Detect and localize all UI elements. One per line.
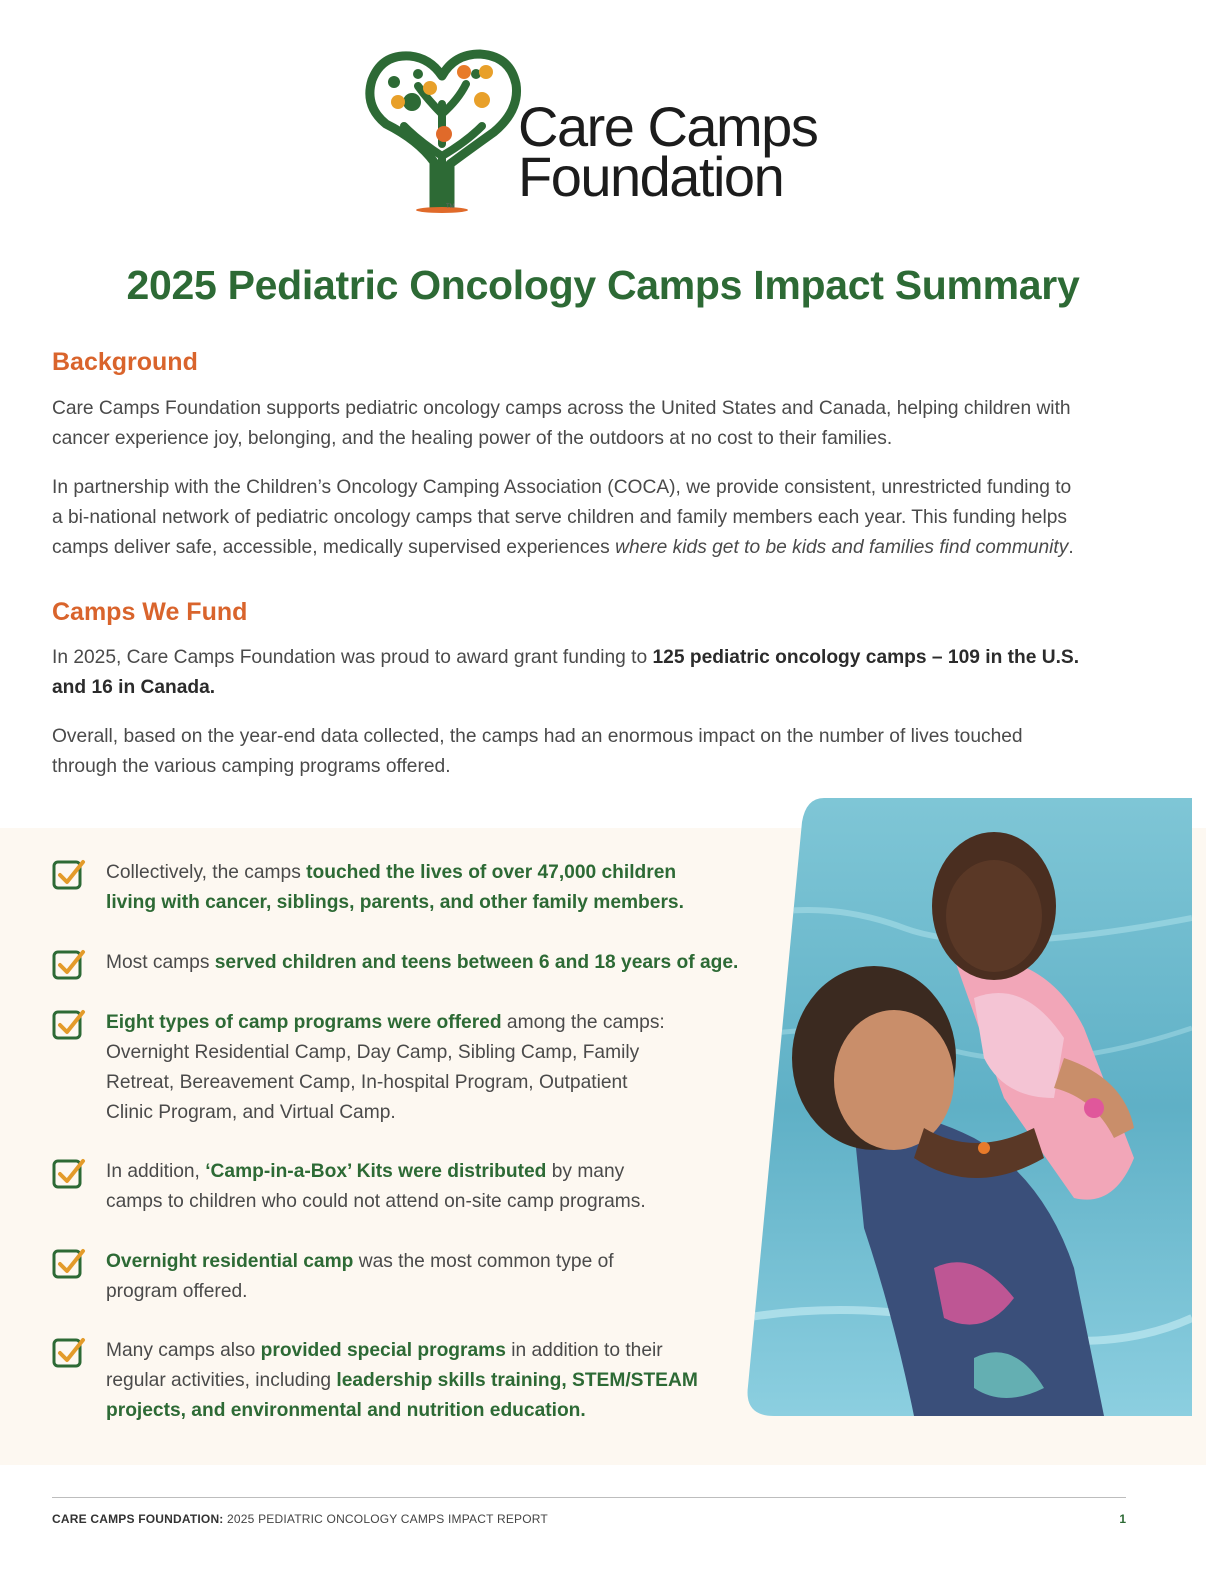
logo-wordmark [518, 95, 818, 208]
highlight-text-plain: Collectively, the camps [106, 862, 307, 883]
highlight-text-plain: by many [546, 1161, 625, 1182]
highlight-text-plain: program offered. [106, 1281, 248, 1302]
highlight-text-plain: camps to children who could not attend on-site camp programs. [106, 1191, 646, 1212]
checkbox-check-icon [52, 858, 86, 892]
highlight-text-bold: Eight types of camp programs were offered [106, 1012, 502, 1033]
bg-p2-italic: where kids get to be kids and families find community [615, 537, 1069, 558]
bg-p2-line-1: In partnership with the Children’s Oncology Camping Association (COCA), we provide consistent, unrestricted funding to [52, 477, 1072, 498]
highlight-text-plain: in addition to their [505, 1340, 663, 1361]
footer-report-label [52, 1512, 548, 1526]
logo-line-2: Foundation [518, 145, 784, 208]
highlight-text-plain: In addition, [106, 1161, 206, 1182]
camps-p1-bold-1: 125 pediatric oncology camps – 109 in the U.S. [652, 647, 1080, 668]
highlight-text-plain: was the most common type of [353, 1251, 614, 1272]
checkbox-check-icon [52, 1247, 86, 1281]
highlight-text-bold: ‘Camp-in-a-Box’ Kits were distributed [205, 1161, 547, 1182]
highlight-text-bold: served children and teens between 6 and 18 years of age. [214, 952, 739, 973]
camps-p1-plain: In 2025, Care Camps Foundation was proud to award grant funding to [52, 647, 653, 668]
page-number: 1 [1119, 1512, 1126, 1526]
camps-p1-bold-2: and 16 in Canada. [52, 677, 216, 698]
highlight-text-plain: among the camps: [501, 1012, 665, 1033]
camps-heading: Camps We Fund [52, 598, 248, 626]
highlight-text-bold: touched the lives of over 47,000 children [306, 862, 677, 883]
highlight-text-plain: regular activities, including [106, 1370, 337, 1391]
page-title: 2025 Pediatric Oncology Camps Impact Summary [126, 262, 1080, 308]
highlight-text-plain: Many camps also [106, 1340, 261, 1361]
highlight-text [106, 1247, 614, 1307]
highlight-text-plain: Most camps [106, 952, 215, 973]
highlight-text [106, 948, 738, 978]
highlight-text-bold: living with cancer, siblings, parents, and other family members. [106, 892, 684, 913]
highlight-text-bold: projects, and environmental and nutrition education. [106, 1400, 586, 1421]
tree-heart-logo-icon [358, 44, 528, 220]
footer-divider [52, 1497, 1126, 1498]
bg-p2-line-3: camps deliver safe, accessible, medically supervised experiences [52, 537, 616, 558]
background-paragraph-1: Care Camps Foundation supports pediatric oncology camps across the United States and Canada, helping children with cancer experience joy, belonging, and the healing power of the outdoors at no cost to their families. [52, 398, 1071, 449]
logo-line-1: Care Camps [518, 95, 818, 158]
camps-paragraph-1 [52, 643, 1152, 703]
highlight-text-bold: provided special programs [260, 1340, 506, 1361]
highlight-text-plain: Overnight Residential Camp, Day Camp, Sibling Camp, Family [106, 1042, 640, 1063]
checkbox-check-icon [52, 1008, 86, 1042]
background-heading: Background [52, 348, 198, 376]
highlight-text [106, 858, 684, 918]
highlight-text-plain: Retreat, Bereavement Camp, In-hospital Program, Outpatient [106, 1072, 628, 1093]
highlight-text [106, 1336, 698, 1426]
trademark: TM [446, 204, 455, 210]
bg-p2-line-2: a bi-national network of pediatric oncology camps that serve children and family members each year. This funding helps [52, 507, 1067, 528]
camps-paragraph-2: Overall, based on the year-end data collected, the camps had an enormous impact on the number of lives touched through the various camping programs offered. [52, 726, 1023, 777]
footer-report-title: 2025 PEDIATRIC ONCOLOGY CAMPS IMPACT REPORT [223, 1512, 548, 1526]
highlight-text-bold: leadership skills training, STEM/STEAM [336, 1370, 698, 1391]
checkbox-check-icon [52, 1336, 86, 1370]
highlight-text-plain: Clinic Program, and Virtual Camp. [106, 1102, 396, 1123]
footer-org: CARE CAMPS FOUNDATION: [52, 1512, 224, 1526]
checkbox-check-icon [52, 948, 86, 982]
bg-p2-end: . [1068, 537, 1074, 558]
highlight-text-bold: Overnight residential camp [106, 1251, 354, 1272]
highlight-text [106, 1008, 665, 1128]
checkbox-check-icon [52, 1157, 86, 1191]
logo [358, 44, 838, 220]
camp-photo [744, 798, 1192, 1416]
background-paragraph-2 [52, 473, 1152, 563]
highlight-text [106, 1157, 646, 1217]
